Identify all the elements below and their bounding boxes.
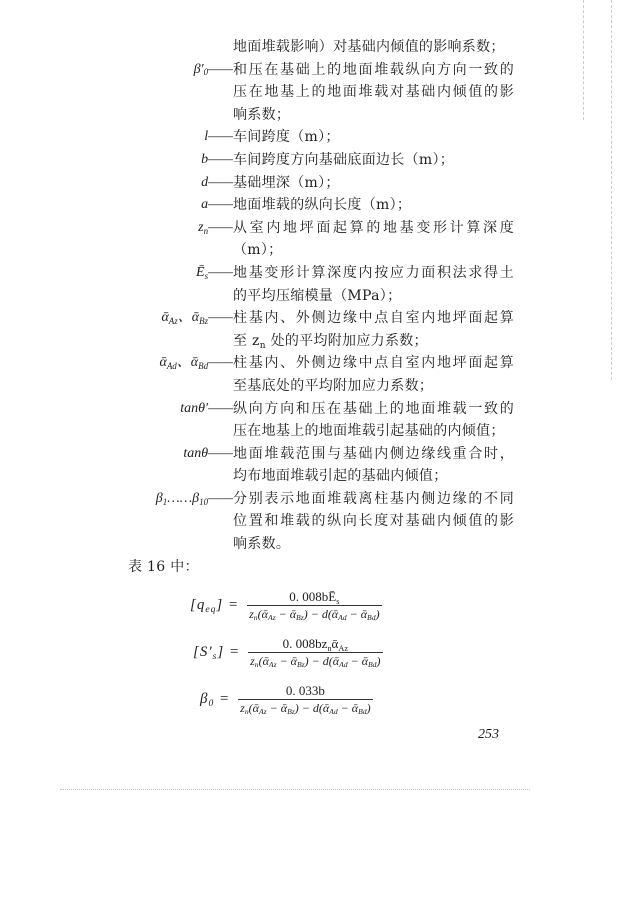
subscript: 1	[162, 496, 168, 507]
text-run: ——	[208, 490, 233, 506]
text-run: 0. 008bĒ	[289, 589, 337, 604]
text-run: 压在地基上的地面堆载对基础内倾值的影	[233, 84, 514, 101]
text-run: 从室内地坪面起算的地基变形计算深度	[233, 219, 514, 236]
text-run: ] =	[217, 644, 241, 660]
text-run: 响系数。	[233, 536, 291, 553]
text-run: 0. 033b	[285, 683, 325, 698]
definition-text-line	[233, 533, 514, 556]
text-run: (ᾱ	[248, 701, 259, 715]
text-run: (ᾱ	[257, 607, 268, 621]
subscript: n	[259, 340, 266, 351]
definition-symbol	[201, 172, 233, 195]
text-run: （m）；	[233, 242, 283, 259]
text-run: − ᾱ	[337, 701, 359, 715]
text-run: [S′	[193, 644, 213, 660]
subscript: Az	[168, 315, 178, 326]
text-run: 、ᾱ	[176, 355, 199, 371]
formula-beta0	[200, 683, 373, 716]
definition-text-line	[233, 488, 514, 511]
formula-settlement	[193, 636, 383, 669]
formula-denominator	[248, 653, 382, 669]
text-run: tanθ′——	[180, 400, 233, 416]
definition-text-line	[233, 149, 514, 172]
text-run: Ē	[196, 264, 205, 280]
subscript: Ad	[166, 361, 177, 372]
text-run: 基础埋深（m）；	[233, 174, 340, 191]
definition-text-line	[233, 126, 514, 149]
text-run: z	[249, 607, 254, 621]
text-run: 分别表示地面堆载离柱基内侧边缘的不同	[233, 490, 514, 507]
text-run: 车间跨度（m）；	[233, 129, 340, 146]
definition-text-line	[233, 285, 514, 308]
text-run: a——	[201, 197, 233, 213]
text-run: )	[375, 607, 380, 621]
symbol-definitions	[0, 36, 619, 578]
definition-text-line	[233, 239, 514, 262]
definition-item	[0, 307, 619, 352]
text-run: [q	[190, 597, 206, 613]
text-run: 、ᾱ	[177, 310, 200, 326]
subscript: Az	[338, 643, 349, 653]
text-run: ᾱ	[161, 310, 169, 326]
scan-artifact-line	[60, 789, 530, 790]
definition-item	[0, 217, 619, 262]
definition-item	[0, 488, 619, 556]
text-run: ) − d(ᾱ	[303, 607, 339, 621]
formula-numerator	[279, 636, 352, 652]
text-run: ——	[208, 355, 233, 371]
subscript: Az	[268, 660, 277, 670]
subscript: Ad	[338, 613, 347, 623]
subscript: Az	[267, 613, 276, 623]
definition-item	[0, 262, 619, 307]
text-run: − ᾱ	[346, 607, 368, 621]
subscript: s	[336, 596, 340, 606]
subscript: Bd	[358, 707, 367, 717]
definition-text-line	[233, 81, 514, 104]
subscript: Bz	[296, 660, 305, 670]
text-run: β	[200, 691, 209, 707]
definition-symbol	[201, 149, 233, 172]
text-run: 压在地基上的地面堆载引起基础的内倾值；	[233, 423, 505, 440]
subscript: n	[253, 613, 258, 623]
text-run: 地基变形计算深度内按应力面积法求得土	[233, 264, 514, 281]
text-run: l——	[204, 129, 233, 145]
definition-text-line	[233, 375, 514, 398]
definition-text-line	[233, 330, 514, 353]
text-run: ——	[208, 264, 233, 280]
text-run: z	[240, 701, 245, 715]
subscript: s	[204, 270, 209, 281]
text-run: ] =	[216, 597, 240, 613]
definition-symbol	[180, 398, 233, 421]
text-run: − ᾱ	[266, 701, 288, 715]
formula-lhs	[190, 597, 239, 614]
definition-symbol	[198, 217, 233, 240]
text-run: b——	[201, 151, 233, 167]
definition-item	[0, 352, 619, 397]
definition-text-line	[233, 398, 514, 421]
definition-symbol	[159, 352, 233, 375]
definition-symbol	[161, 307, 233, 330]
formula-fraction	[247, 589, 381, 622]
definition-text-line	[233, 465, 514, 488]
subscript: s	[212, 651, 218, 663]
text-run: ——	[208, 219, 233, 235]
subscript: Bz	[287, 707, 295, 717]
text-run: ) − d(ᾱ	[304, 654, 340, 668]
definition-list	[0, 36, 619, 556]
definition-text-line	[233, 217, 514, 240]
text-run: ᾱ	[159, 355, 167, 371]
subscript: n	[254, 660, 259, 670]
text-run: ……β	[167, 490, 200, 506]
text-run: 纵向方向和压在基础上的地面堆载一致的	[233, 400, 514, 417]
text-run: tanθ——	[183, 445, 233, 461]
formula-numerator	[282, 683, 329, 699]
text-run: 地面堆载的纵向长度（m）；	[233, 197, 412, 214]
definition-text-line	[233, 194, 514, 217]
definition-symbol	[183, 443, 233, 466]
text-run: 车间跨度方向基础底面边长（m）；	[233, 151, 455, 168]
text-run: − ᾱ	[275, 607, 297, 621]
text-run: )	[366, 701, 371, 715]
definition-text-line	[233, 59, 514, 82]
definition-item	[0, 149, 619, 172]
text-run: 至 z	[233, 332, 260, 349]
text-run: 处的平均附加应力系数；	[265, 332, 428, 349]
definition-item	[0, 126, 619, 149]
text-run: 地面堆载影响）对基础内倾值的影响系数；	[233, 39, 505, 55]
text-run: 的平均压缩模量（MPa）；	[233, 287, 402, 304]
text-run: ——	[208, 61, 233, 77]
definition-item	[0, 59, 619, 127]
definition-text-line	[233, 443, 514, 466]
subscript: Bz	[199, 315, 209, 326]
text-run: ——	[208, 310, 233, 326]
subscript: n	[327, 643, 332, 653]
definition-symbol	[196, 262, 233, 285]
formula-fraction	[248, 636, 382, 669]
text-run: 均布地面堆载引起的基础内倾值；	[233, 468, 448, 485]
definition-text-line	[233, 352, 514, 375]
text-run: 柱基内、外侧边缘中点自室内地坪面起算	[233, 310, 514, 327]
text-run: 位置和堆载的纵向长度对基础内倾值的影	[233, 513, 514, 530]
definition-item	[0, 398, 619, 443]
text-run: 至基底处的平均附加应力系数；	[233, 377, 434, 394]
subscript: Az	[258, 707, 267, 717]
formula-fraction	[238, 683, 372, 716]
definition-text-line	[233, 262, 514, 285]
text-run: 响系数；	[233, 106, 291, 123]
subscript: n	[203, 225, 209, 236]
subscript: Bz	[296, 613, 304, 623]
formula-equivalent-load	[190, 589, 382, 622]
definition-item	[0, 443, 619, 488]
definition-text-line	[233, 172, 514, 195]
table-note: 表 16 中：	[128, 558, 199, 575]
subscript: 10	[199, 496, 209, 507]
text-run: z	[198, 219, 204, 235]
subscript: eq	[205, 604, 217, 616]
text-run: ᾱ	[331, 636, 339, 651]
text-run: =	[214, 691, 231, 707]
definition-item	[0, 194, 619, 217]
definition-text-line	[233, 307, 514, 330]
text-run: − ᾱ	[347, 654, 368, 668]
subscript: Bd	[198, 361, 209, 372]
definition-item	[0, 172, 619, 195]
definition-symbol	[201, 194, 233, 217]
definition-symbol	[194, 59, 233, 82]
text-run: 0. 008bz	[282, 636, 328, 651]
text-run: 和压在基础上的地面堆载纵向方向一致的	[233, 61, 514, 78]
definition-text-line	[233, 36, 514, 59]
formula-lhs	[193, 644, 240, 661]
text-run: β′	[193, 61, 204, 77]
page-number: 253	[478, 727, 499, 742]
subscript: Ad	[339, 660, 348, 670]
definition-text-line	[233, 420, 514, 443]
subscript: Bd	[368, 660, 377, 670]
definition-symbol	[204, 126, 233, 149]
text-run: − ᾱ	[276, 654, 297, 668]
text-run: d——	[201, 174, 233, 190]
definition-text-line	[233, 510, 514, 533]
text-run: )	[376, 654, 381, 668]
subscript: Ad	[329, 707, 338, 717]
text-run: 地面堆载范围与基础内侧边缘线重合时，	[233, 445, 514, 462]
text-run: z	[250, 654, 255, 668]
subscript: 0	[203, 67, 209, 78]
text-run: β	[155, 490, 163, 506]
formula-lhs	[200, 691, 230, 708]
text-run: (ᾱ	[258, 654, 269, 668]
subscript: n	[244, 707, 249, 717]
definition-item	[0, 36, 619, 59]
formula-denominator	[238, 700, 372, 716]
subscript: 0	[208, 698, 215, 710]
text-run: 柱基内、外侧边缘中点自室内地坪面起算	[233, 355, 514, 372]
definition-symbol	[156, 488, 233, 511]
formula-numerator	[285, 589, 343, 605]
formula-denominator	[247, 606, 381, 622]
subscript: Bd	[367, 613, 376, 623]
text-run: ) − d(ᾱ	[294, 701, 330, 715]
definition-text-line	[233, 104, 514, 127]
